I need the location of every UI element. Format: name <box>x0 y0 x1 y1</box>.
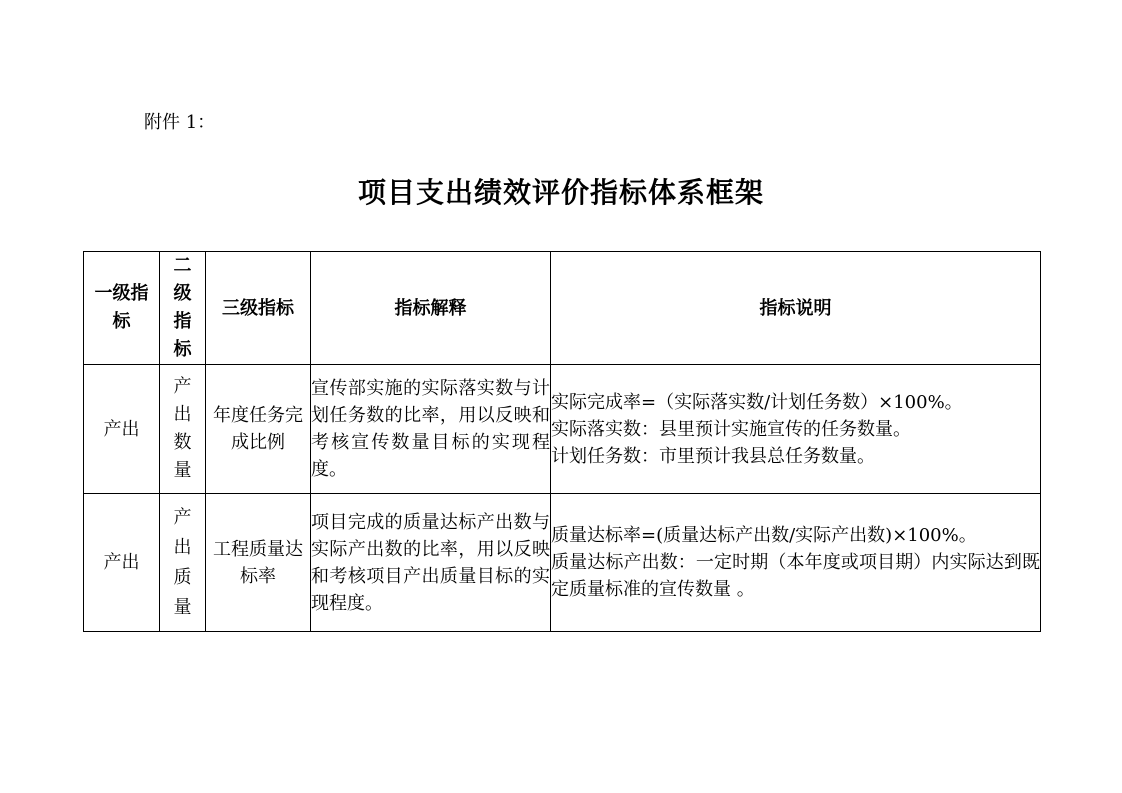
cell-level2 <box>160 365 206 494</box>
header-description-label: 指标说明 <box>759 297 832 319</box>
table-row <box>84 494 1041 632</box>
cell-description <box>551 365 1041 494</box>
header-explanation-label: 指标解释 <box>394 297 467 319</box>
header-explanation <box>311 252 551 365</box>
cell-level2-label: 产出质量 <box>173 506 192 618</box>
cell-level3 <box>206 494 311 632</box>
cell-level1: 产出 <box>84 494 160 632</box>
cell-level2-label: 产出数量 <box>173 376 192 481</box>
document-title: 项目支出绩效评价指标体系框架 <box>357 176 764 209</box>
description-line: 质量达标率=(质量达标产出数/实际产出数)×100%。 <box>551 525 977 546</box>
attachment-label: 附件 1： <box>144 112 216 133</box>
header-level3-label: 三级指标 <box>222 297 294 319</box>
header-level2-label: 二级指标 <box>173 255 192 360</box>
cell-explanation-text: 宣传部实施的实际落实数与计划任务数的比率，用以反映和考核宣传数量目标的实现程度。 <box>311 378 550 480</box>
cell-description <box>551 494 1041 632</box>
cell-level1: 产出 <box>84 365 160 494</box>
header-level1-label: 一级指标 <box>94 283 149 332</box>
cell-explanation <box>311 365 551 494</box>
header-description <box>551 252 1041 365</box>
description-line: 实际落实数：县里预计实施宣传的任务数量。 <box>551 418 911 440</box>
cell-level2 <box>160 494 206 632</box>
cell-level3-label: 工程质量达标率 <box>213 538 303 587</box>
header-level1 <box>84 252 160 365</box>
table-header-row <box>84 252 1041 365</box>
cell-level3-label: 年度任务完成比例 <box>213 405 303 453</box>
cell-level3 <box>206 365 311 494</box>
cell-explanation <box>311 494 551 632</box>
table-row <box>84 365 1041 494</box>
description-line: 计划任务数：市里预计我县总任务数量。 <box>551 445 875 467</box>
description-line: 质量达标产出数：一定时期（本年度或项目期）内实际达到既定质量标准的宣传数量 。 <box>551 552 1040 600</box>
indicator-table <box>83 251 1041 632</box>
header-level3 <box>206 252 311 365</box>
cell-explanation-text: 项目完成的质量达标产出数与实际产出数的比率，用以反映和考核项目产出质量目标的实现程度。 <box>311 511 550 614</box>
description-line: 实际完成率=（实际落实数/计划任务数）×100%。 <box>551 391 963 413</box>
header-level2 <box>160 252 206 365</box>
